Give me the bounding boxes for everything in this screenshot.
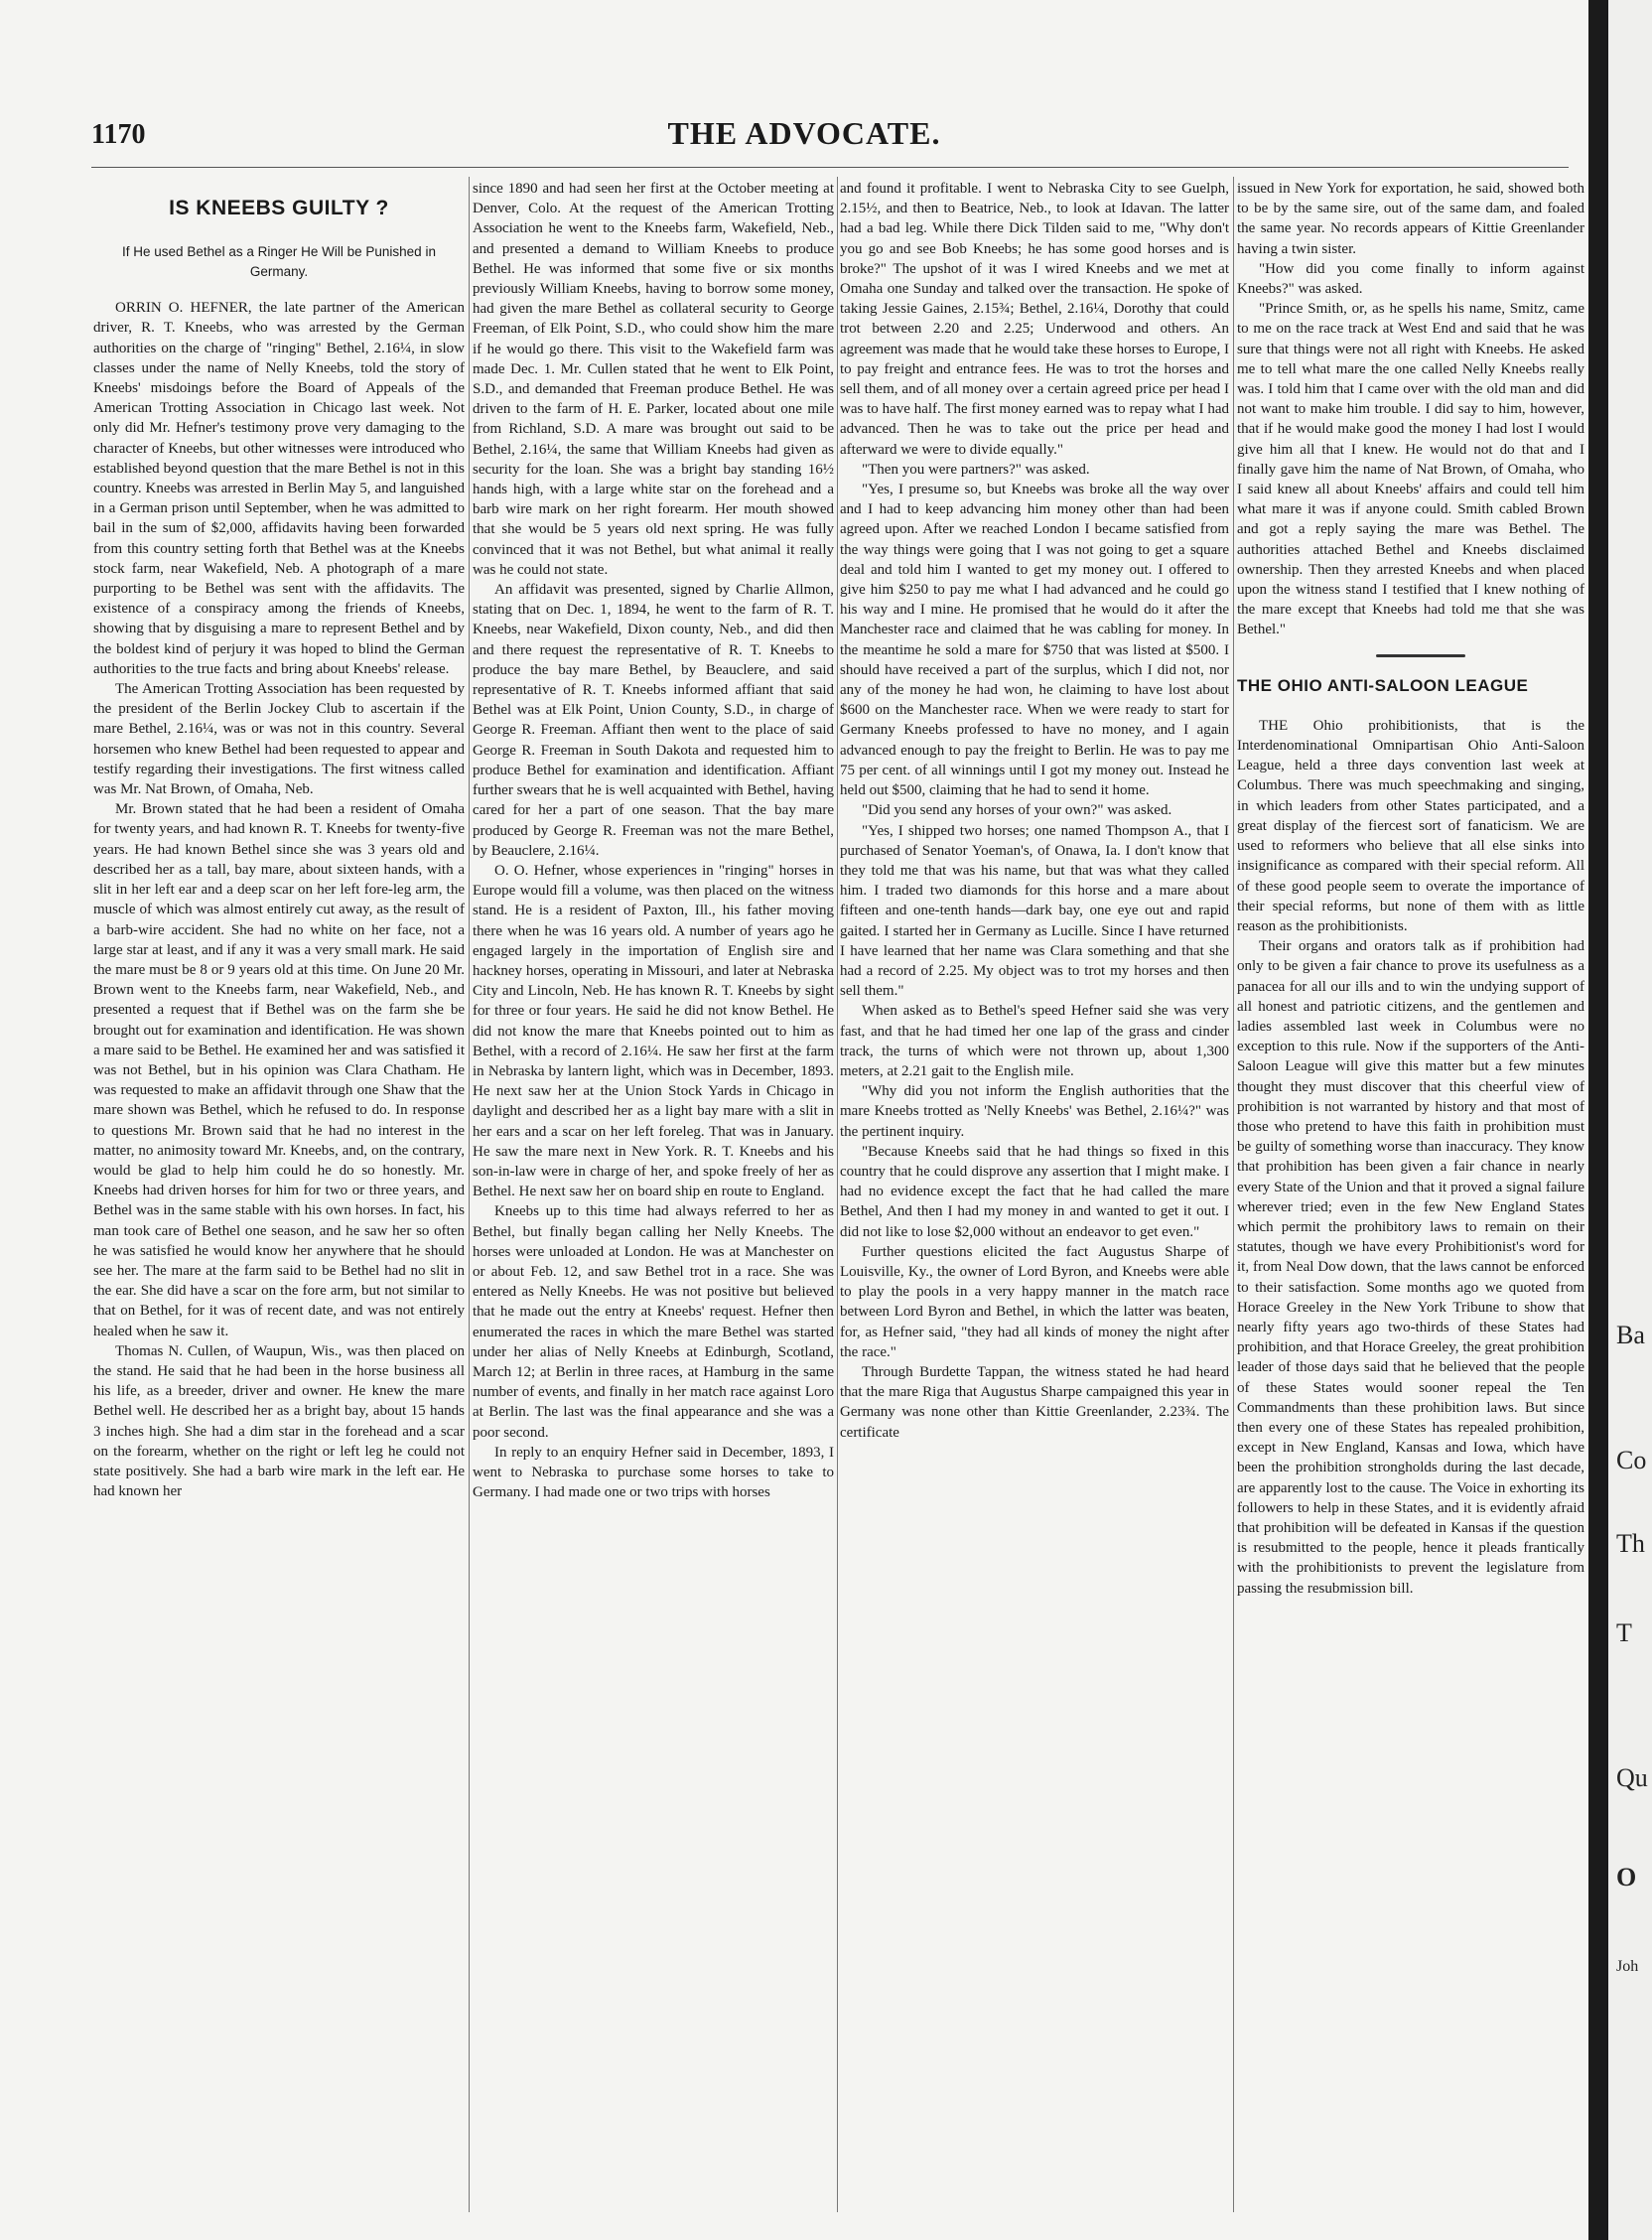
paragraph: O. O. Hefner, whose experiences in "ringing" horses in Europe would fill a volume, was then placed on the witness stand. He is a resident of Paxton, Ill., his father moving there when he was 16 years old. A number of years ago he engaged largely in the importation of English sire and hackney horses, operating in Missouri, and later at Nebraska City and Lincoln, Neb. He has known R. T. Kneebs by sight for three or four years. He said he did not know Bethel. He did not know the mare that Kneebs pointed out to him as Bethel, with a record of 2.16¼. He saw her first at the farm in Nebraska by lantern light, which was in December, 1893. He next saw her at the Union Stock Yards in Chicago in daylight and described her as a light bay mare with a slit in her ears and a scar on her left foreleg. That was in January. He saw the mare next in New York. R. T. Kneebs and his son-in-law were in charge of her, and spoke freely of her as Bethel. He next saw her on board ship en route to England. [473, 862, 834, 1200]
paragraph: When asked as to Bethel's speed Hefner said she was very fast, and that he had timed her one lap of the grass and cinder track, the turns of which were not thrown up, about 1,300 meters, at 2.21 gait to the English mile. [840, 1003, 1229, 1079]
paragraph: and found it profitable. I went to Nebraska City to see Guelph, 2.15½, and then to Beatrice, Neb., to look at Idavan. The latter had a bad leg. While there Dick Tilden said to me, "Why don't you go and see Bob Kneebs; he has some good horses and is broke?" The upshot of it was I wired Kneebs and we met at Omaha one Sunday and talked over the transaction. He spoke of taking Jessie Gaines, 2.15¾; Bethel, 2.16¼, Dorothy that could trot between 2.20 and 2.25; Underwood and others. An agreement was made that he would take these horses to Europe, I to pay freight and entrance fees. He was to trot the horses and sell them, and of all money over a certain agreed price per head I was to have half. The first money earned was to repay what I had advanced. Then he was to take out the price per head and afterward we were to divide equally." [840, 181, 1229, 458]
article-headline: THE OHIO ANTI-SALOON LEAGUE [1237, 675, 1529, 695]
paragraph: "Because Kneebs said that he had things so fixed in this country that he could disprove any assertion that I might make. I had no evidence except the fact that he had called the mare Bethel, And then I had my money in and wanted to get it out. I did not like to lose $2,000 without an endeavor to get even." [840, 1143, 1229, 1240]
page-number: 1170 [91, 119, 146, 150]
paragraph: The American Trotting Association has been requested by the president of the Berlin Jockey Club to ascertain if the mare Bethel, 2.16¼, was or was not in this country. Several horsemen who knew Bethel had been requested to appear and testify regarding their investigations. The first witness called was Mr. Nat Brown, of Omaha, Neb. [93, 681, 465, 798]
paragraph: "Why did you not inform the English authorities that the mare Kneebs trotted as 'Nelly Kneebs' was Bethel, 2.16¼?" was the pertinent inquiry. [840, 1083, 1229, 1140]
paragraph: In reply to an enquiry Hefner said in December, 1893, I went to Nebraska to purchase some horses to take to Germany. I had made one or two trips with horses [473, 1444, 834, 1501]
column-2 [473, 179, 834, 2174]
paragraph: "Did you send any horses of your own?" was asked. [862, 802, 1172, 819]
paragraph: "Yes, I presume so, but Kneebs was broke all the way over and I had to keep advancing him money other than had been agreed upon. After we reached London I became satisfied from the way things were going that I was not going to get a square deal and told him I wanted to get my money out. I offered to give him $250 to pay me what I had advanced and he could go his way and I mine. He promised that he would do it after the Manchester race and claimed that he was cabling for money. In the meantime he sold a mare for $750 that was listed at $500. I should have received a part of the surplus, which I did not, nor any of the money he had won, he claiming to have lost about $600 on the Manchester race. When we were ready to start for Germany Kneebs professed to have no money, and I again advanced enough to pay the freight to Berlin. He was to pay me 75 per cent. of all winnings until I got my money out. Instead he held out $500, claiming that he had to send it home. [840, 482, 1229, 799]
adjacent-page-fragment: Th [1616, 1529, 1645, 1558]
paragraph: "Then you were partners?" was asked. [862, 461, 1090, 478]
article-headline: IS KNEEBS GUILTY ? [169, 197, 389, 219]
paragraph: Further questions elicited the fact Augustus Sharpe of Louisville, Ky., the owner of Lord Byron, and Kneebs were able to play the pools in a very happy manner in the match race between Lord Byron and Bethel, in which the latter was beaten, for, as Hefner said, "they had all kinds of money the night after the race." [840, 1243, 1229, 1360]
paragraph: ORRIN O. HEFNER, the late partner of the American driver, R. T. Kneebs, who was arrested by the German authorities on the charge of "ringing" Bethel, 2.16¼, in slow classes under the name of Nelly Kneebs, told the story of Kneebs' misdoings before the Board of Appeals of the American Trotting Association in Chicago last week. Not only did Mr. Hefner's testimony prove very damaging to the character of Kneebs, but other witnesses were introduced who established beyond question that the mare Bethel is not in this country. Kneebs was arrested in Berlin May 5, and languished in a German prison until September, when he was admitted to bail in the sum of $2,000, affidavits having been forwarded from this country setting forth that Bethel was at the Kneebs stock farm, near Wakefield, Neb. A photograph of a mare purporting to be Bethel was sent with the affidavits. The existence of a conspiracy among the friends of Kneebs, showing that by disguising a mare to represent Bethel and by the boldest kind of perjury it was hoped to blind the German authorities to the true facts and bring about Kneebs' release. [93, 300, 465, 677]
adjacent-page-edge [1608, 0, 1652, 2240]
paragraph: Thomas N. Cullen, of Waupun, Wis., was then placed on the stand. He said that he had been in the horse business all his life, as a breeder, driver and owner. He knew the mare Bethel well. He described her as a bright bay, about 15 hands 3 inches high. She had a dim star in the forehead and a scar on the forearm, whether on the right or left leg he could not state positively. She had a barb wire mark in the left ear. He had known her [93, 1342, 465, 1500]
paragraph: Kneebs up to this time had always referred to her as Bethel, but finally began calling her Nelly Kneebs. The horses were unloaded at London. He was at Manchester on or about Feb. 12, and saw Bethel trot in a race. She was entered as Nelly Kneebs. He was not positive but believed that he made out the entry at Kneebs' request. Hefner then enumerated the races in which the mare Bethel was started under her alias of Nelly Kneebs at Edinburgh, Scotland, March 12; at Berlin in three races, at Hamburg in the same number of events, and finally in her match race against Loro at Berlin. The last was the final appearance and she was a poor second. [473, 1203, 834, 1441]
adjacent-page-fragment: T [1616, 1618, 1632, 1647]
paragraph: Through Burdette Tappan, the witness stated he had heard that the mare Riga that Augustus Sharpe campaigned this year in Germany was none other than Kittie Greenlander, 2.23¾. The certificate [840, 1363, 1229, 1441]
adjacent-page-fragment: O [1616, 1863, 1637, 1891]
adjacent-page-fragment: Ba [1616, 1321, 1645, 1349]
paragraph: "Yes, I shipped two horses; one named Thompson A., that I purchased of Senator Yoeman's, of Onawa, Ia. I don't know that they told me that was his name, but that was what they called him. I traded two diamonds for this horse and a mare about fifteen and one-tenth hands—dark bay, one eye out and rapid gaited. I started her in Germany as Lucille. Since I have returned I have learned that her name was Clara something and that she had a record of 2.25. My object was to trot my horses and then sell them." [840, 822, 1229, 1000]
adjacent-page-fragment: Co [1616, 1446, 1647, 1474]
section-separator [1237, 640, 1584, 670]
column-4 [1237, 179, 1584, 2174]
header-rule [91, 167, 1569, 168]
column-1 [93, 179, 465, 2174]
paragraph: THE Ohio prohibitionists, that is the Interdenominational Omnipartisan Ohio Anti-Saloon League, held a three days convention last week at Columbus. There was much speechmaking and singing, in which leaders from other States participated, and a great display of the fiercest sort of fanaticism. We are used to reformers who believe that all else sinks into insignificance as compared with their special reform. All of these good people seem to overate the importance of their special reforms, but none of them with as little reason as the prohibitionists. [1237, 717, 1584, 934]
column-divider [469, 177, 470, 2212]
column-divider [1233, 177, 1234, 2212]
paragraph: Mr. Brown stated that he had been a resident of Omaha for twenty years, and had known R. T. Kneebs for twenty-five years. He had known Bethel since she was 3 years old and described her as a tall, bay mare, about sixteen hands, with a slit in her left ear and a deep scar on her left fore-leg arm, the muscle of which was almost entirely cut away, as the result of a barb-wire accident. She had no white on her face, not a large star at least, and if any it was a very small mark. He said the mare must be 8 or 9 years old at this time. On June 20 Mr. Brown went to the Kneebs farm, near Wakefield, Neb., and presented a request that if Bethel was on the farm she be brought out for examination and identification. He was shown a mare said to be Bethel. He examined her and was satisfied it was not Bethel, but in his opinion was Clara Chatham. He was requested to make an affidavit through one Shaw that the mare shown was Bethel, which he refused to do. In response to questions Mr. Brown said that he had no interest in the matter, no animosity toward Mr. Kneebs, and, on the contrary, would be glad to help him could he do so honestly. Mr. Kneebs had driven horses for him for two or three years, and Bethel was in the same stable with his own horses. In fact, his man took care of Bethel one season, and he saw her so often he was satisfied he would know her anywhere that he should see her. The mare at the farm said to be Bethel had no slit in the ear. She did have a scar on the fore arm, but not similar to that on Bethel, for it was of recent date, and was not entirely healed when he saw it. [93, 801, 465, 1339]
adjacent-page-fragment: Joh [1616, 1958, 1639, 1975]
paragraph: since 1890 and had seen her first at the October meeting at Denver, Colo. At the request of the American Trotting Association he went to the Kneebs farm, Wakefield, Neb., and presented a demand to William Kneebs to produce Bethel. He was informed that some five or six months previously William Kneebs, having to borrow some money, had given the mare Bethel as collateral security to George Freeman, of Elk Point, S.D., who could show him the mare if he would go there. This visit to the Wakefield farm was made Dec. 1. Mr. Cullen stated that he went to Elk Point, S.D., and demanded that Freeman produce Bethel. He was driven to the farm of H. E. Parker, located about one mile from Richland, S.D. A mare was brought out said to be Bethel, 2.16¼, the same that William Kneebs had given as security for the loan. She was a bright bay standing 16½ hands high, with a large white star on the forehead and a barb wire mark on her right forearm. Her mouth showed that she would be 5 years old next spring. He was fully convinced that it was not Bethel, but what animal it really was he could not state. [473, 181, 834, 578]
paragraph: An affidavit was presented, signed by Charlie Allmon, stating that on Dec. 1, 1894, he went to the farm of R. T. Kneebs, near Wakefield, Dixon county, Neb., and did then and there request the representative of R. T. Kneebs to produce the bay mare Bethel, by Beauclere, and said representative of R. T. Kneebs informed affiant that said Bethel was at Elk Point, Union County, S.D., in charge of George R. Freeman. Affiant then went to the place of said George R. Freeman in South Dakota and requested him to produce Bethel for examination and identification. Affiant further swears that he is well acquainted with Bethel, having cared for her a part of one season. That the bay mare produced by George R. Freeman was not the mare Bethel, by Beauclere, 2.16¼. [473, 582, 834, 859]
paragraph: Their organs and orators talk as if prohibition had only to be given a fair chance to prove its usefulness as a panacea for all our ills and to win the undying support of all honest and patriotic citizens, and the gentlemen and ladies assembled last week in Columbus were no exception to this rule. Now if the supporters of the Anti-Saloon League will give this matter but a few minutes thought they must discover that this cheerful view of prohibition is not warranted by history and that most of those who pretend to have this faith in prohibition must be guilty of something worse than inaccuracy. They know that prohibition has been given a fair chance in nearly every State of the Union and that it proved a signal failure wherever tried; even in the few New England States which permit the prohibitory laws to remain on their statutes, though we have every Prohibitionist's word for it, from Neal Dow down, that the laws cannot be enforced to their satisfaction. Some months ago we quoted from Horace Greeley in the New York Tribune to show that nearly fifty years ago two-thirds of these States had prohibition, and that Horace Greeley, the great prohibition leader of those days said that he believed that the people of these States would sooner repeal the Ten Commandments than these prohibition laws. But since then every one of these States has repealed prohibition, except in New England, Kansas and Iowa, which have been the prohibition strongholds during the last decade, are apparently lost to the cause. The Voice in exhorting its followers to help in these States, and it is evidently afraid that prohibition will be defeated in Kansas if the question is resubmitted to the people, hence it pleads frantically with the prohibitionists to prevent the legislature from passing the resubmission bill. [1237, 938, 1584, 1597]
adjacent-page-fragment: Qu [1616, 1763, 1648, 1792]
paragraph: "How did you come finally to inform against Kneebs?" was asked. [1237, 260, 1584, 298]
column-divider [837, 177, 838, 2212]
column-3 [840, 179, 1229, 2174]
paragraph: issued in New York for exportation, he said, showed both to be by the same sire, out of the same dam, and foaled the same year. No records appears of Kittie Greenlander having a twin sister. [1237, 181, 1584, 257]
paragraph: "Prince Smith, or, as he spells his name, Smitz, came to me on the race track at West End and said that he was sure that things were not all right with Kneebs. He asked me to tell what mare the one called Nelly Kneebs really was. I told him that I came over with the old man and did not want to make him trouble. I did say to him, however, that if he would make good the money I had lost I would give him all that I knew. He would not do that and I finally gave him the name of Nat Brown, of Omaha, who I said knew all about Kneebs' affairs and could tell him what mare it was if anyone could. Smith cabled Brown and got a reply saying the mare was Bethel. The authorities attached Bethel and Kneebs disclaimed ownership. Then they arrested Kneebs and when placed upon the witness stand I testified that I knew nothing of the mare except that Kneebs had told me that she was Bethel." [1237, 301, 1584, 638]
binding-gutter [1588, 0, 1608, 2240]
running-head-title: THE ADVOCATE. [667, 115, 941, 151]
article-subheadline: If He used Bethel as a Ringer He Will be Punished in Germany. [122, 244, 436, 280]
